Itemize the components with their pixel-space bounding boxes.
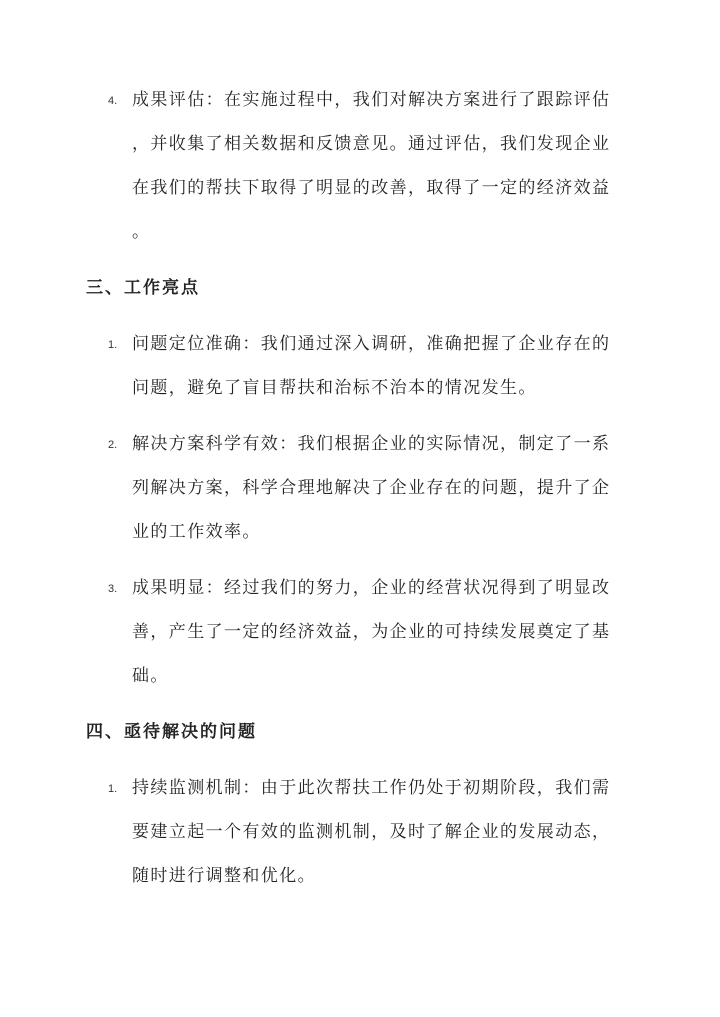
list-number: 1. xyxy=(108,783,118,795)
list-number: 3. xyxy=(108,583,118,595)
paragraph-line: 解决方案科学有效：我们根据企业的实际情况，制定了一系 xyxy=(132,434,611,454)
section-heading-pending-issues: 四、亟待解决的问题 xyxy=(86,722,257,742)
paragraph-line: 成果评估：在实施过程中，我们对解决方案进行了跟踪评估 xyxy=(132,90,611,110)
paragraph-line: 础。 xyxy=(132,666,169,686)
section-heading-highlights: 三、工作亮点 xyxy=(86,278,200,298)
paragraph-line: 问题，避免了盲目帮扶和治标不治本的情况发生。 xyxy=(132,378,537,398)
paragraph-line: 问题定位准确：我们通过深入调研，准确把握了企业存在的 xyxy=(132,334,611,354)
list-number: 2. xyxy=(108,439,118,451)
paragraph-line: 善，产生了一定的经济效益，为企业的可持续发展奠定了基 xyxy=(132,622,611,642)
paragraph-line: 要建立起一个有效的监测机制，及时了解企业的发展动态， xyxy=(132,822,611,842)
paragraph-line: 随时进行调整和优化。 xyxy=(132,866,316,886)
list-number: 4. xyxy=(108,95,118,107)
paragraph-line: ，并收集了相关数据和反馈意见。通过评估，我们发现企业 xyxy=(132,134,611,154)
paragraph-line: 成果明显：经过我们的努力，企业的经营状况得到了明显改 xyxy=(132,578,611,598)
list-number: 1. xyxy=(108,339,118,351)
paragraph-line: 。 xyxy=(132,222,151,242)
paragraph-line: 业的工作效率。 xyxy=(132,522,261,542)
paragraph-line: 在我们的帮扶下取得了明显的改善，取得了一定的经济效益 xyxy=(132,178,611,198)
paragraph-line: 持续监测机制：由于此次帮扶工作仍处于初期阶段，我们需 xyxy=(132,778,611,798)
paragraph-line: 列解决方案，科学合理地解决了企业存在的问题，提升了企 xyxy=(132,478,611,498)
